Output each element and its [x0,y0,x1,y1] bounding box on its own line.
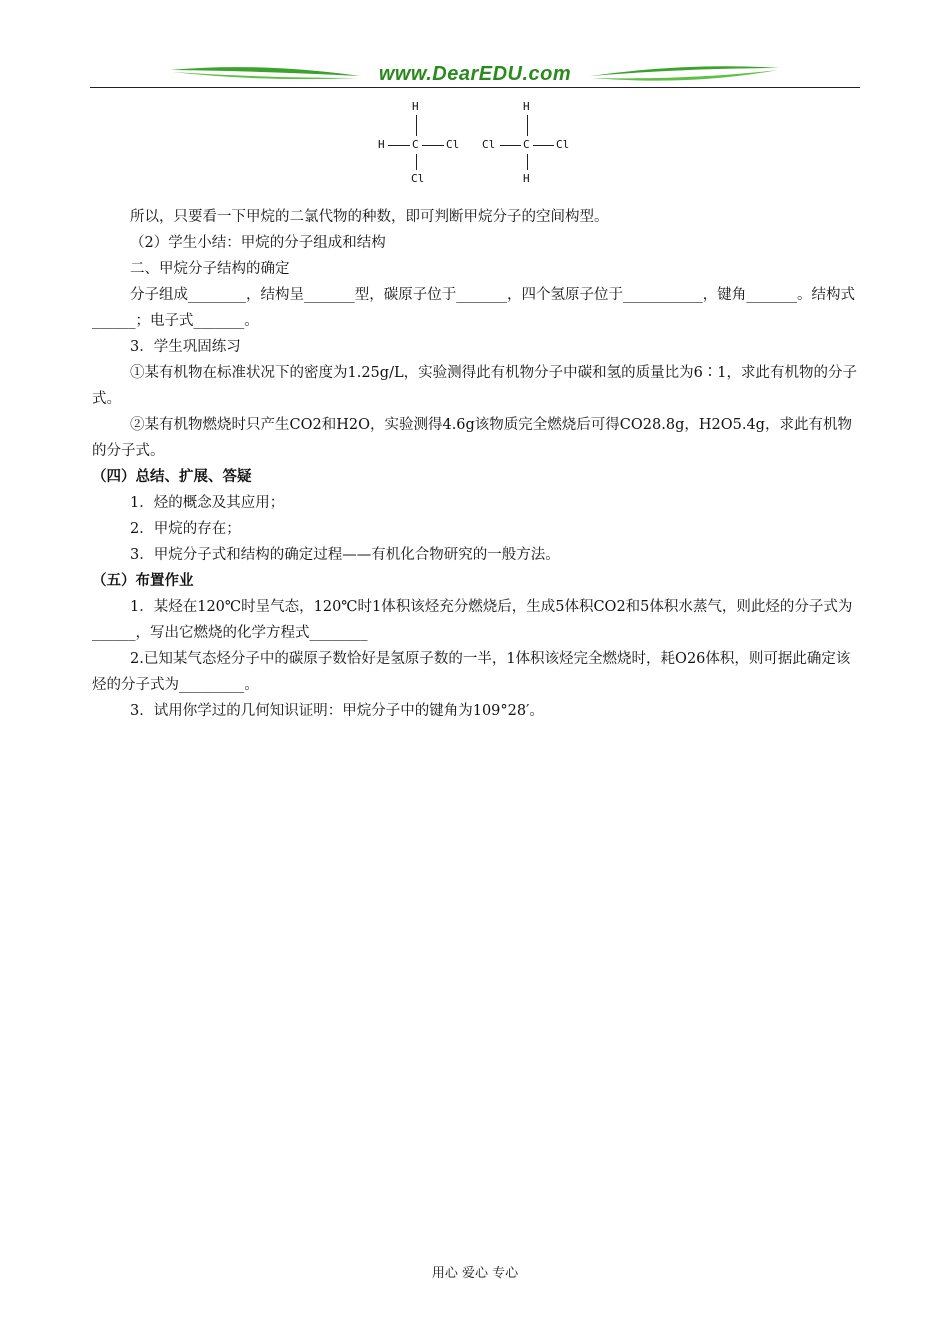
paragraph: 3．学生巩固练习 [130,339,241,355]
mol-left-left: H [378,138,385,151]
bond [416,154,417,170]
exercise-item: ①某有机物在标准状况下的密度为1.25g/L，实验测得此有机物分子中碳和氢的质量比为6∶1，求此有机物的分子式。 [92,365,858,407]
mol-right-top: H [523,100,530,113]
mol-left-bottom: Cl [411,172,425,185]
section-heading: 二、甲烷分子结构的确定 [130,261,290,277]
bond [527,115,528,136]
mol-right-right: Cl [556,138,570,151]
header-rule [90,87,860,88]
dichloromethane-structures [370,100,590,190]
page-footer: 用心 爱心 专心 [431,1266,519,1281]
homework-item: 3．试用你学过的几何知识证明：甲烷分子中的键角为109°28′。 [130,703,544,719]
mol-right-left: Cl [482,138,496,151]
bond [527,154,528,170]
site-logo-text: www.DearEDU.com [378,63,572,85]
bond [533,145,554,146]
document-body [92,204,860,724]
section-heading-summary: （四）总结、扩展、答疑 [92,468,252,485]
homework-item: 2.已知某气态烃分子中的碳原子数恰好是氢原子数的一半，1体积该烃完全燃烧时，耗O26体积，则可据此确定该烃的分子式为_________。 [92,651,851,693]
bond [416,115,417,136]
list-item: 3．甲烷分子式和结构的确定过程——有机化合物研究的一般方法。 [130,547,560,563]
mol-right-bottom: H [523,172,530,185]
mol-left-right: Cl [446,138,460,151]
list-item: 2．甲烷的存在； [130,521,241,537]
homework-item: 1．某烃在120℃时呈气态，120℃时1体积该烃充分燃烧后，生成5体积CO2和5体积水蒸气，则此烃的分子式为______，写出它燃烧的化学方程式________ [92,599,853,641]
site-header [90,60,860,90]
paragraph: 所以，只要看一下甲烷的二氯代物的种数，即可判断甲烷分子的空间构型。 [130,209,609,225]
section-heading-homework: （五）布置作业 [92,572,194,589]
list-item: 1．烃的概念及其应用； [130,495,285,511]
bond [500,145,521,146]
mol-left-center: C [412,138,419,151]
mol-right-center: C [523,138,530,151]
bond [388,145,410,146]
bond [422,145,444,146]
exercise-item: ②某有机物燃烧时只产生CO2和H2O，实验测得4.6g该物质完全燃烧后可得CO28.8g，H2O5.4g，求此有机物的分子式。 [92,417,852,459]
paragraph: （2）学生小结：甲烷的分子组成和结构 [130,235,386,251]
mol-left-top: H [412,100,419,113]
fill-in-blank-paragraph: 分子组成________，结构呈_______型，碳原子位于_______，四个氢原子位于___________，键角_______。结构式______；电子式_______。 [92,287,855,329]
